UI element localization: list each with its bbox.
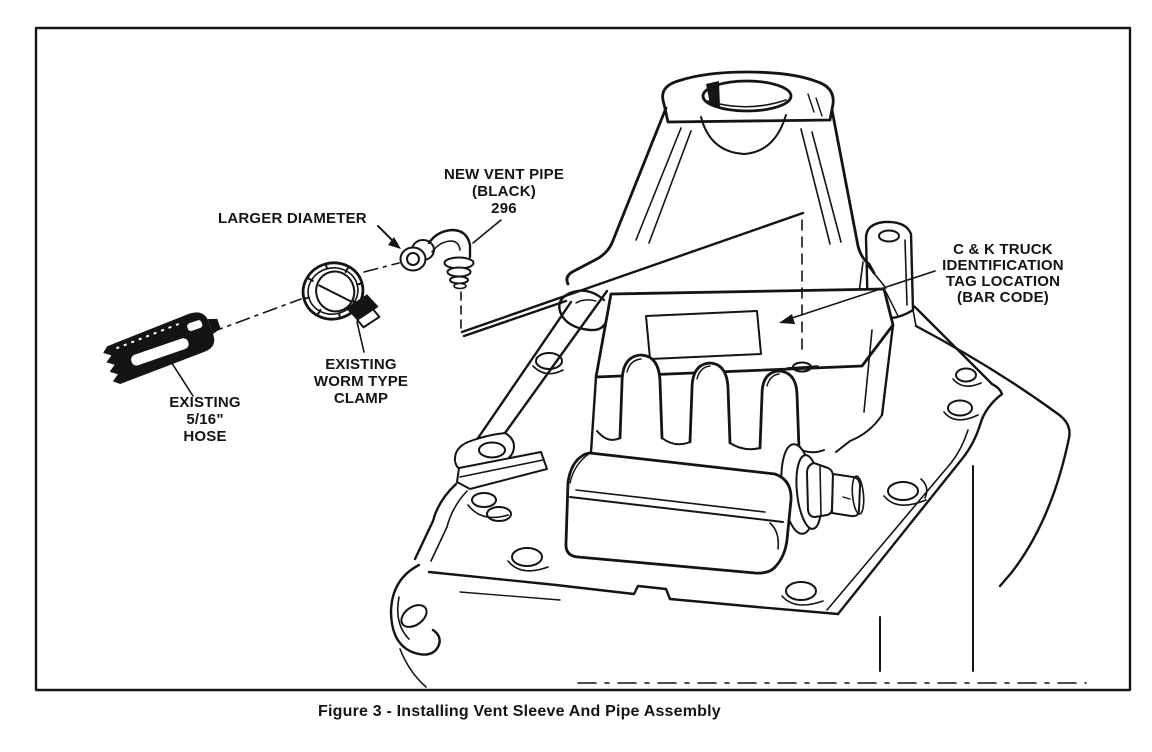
callout-line: EXISTING xyxy=(169,394,241,411)
rib xyxy=(760,371,799,449)
bolt-hole xyxy=(948,401,972,416)
callout-line: LARGER DIAMETER xyxy=(218,210,367,227)
callout-new-vent-pipe xyxy=(429,166,579,217)
bolt-hole xyxy=(472,493,496,507)
callout-line: EXISTING xyxy=(325,356,397,373)
callout-line: (BLACK) xyxy=(472,183,536,200)
bolt-hole xyxy=(512,548,542,566)
callout-line: WORM TYPE xyxy=(313,373,409,390)
bolt-hole xyxy=(786,582,816,600)
leader-new-vent-pipe xyxy=(473,220,501,243)
rib xyxy=(690,363,730,443)
callout-line: 296 xyxy=(491,200,517,217)
bolt-hole xyxy=(888,482,918,500)
figure-caption: Figure 3 - Installing Vent Sleeve And Pipe Assembly xyxy=(318,703,721,720)
callout-line: TAG LOCATION xyxy=(945,273,1061,290)
worm-clamp-drawing xyxy=(297,254,383,341)
callout-line: NEW VENT PIPE xyxy=(443,166,565,183)
callout-line: C & K TRUCK xyxy=(953,241,1053,258)
callout-line: CLAMP xyxy=(333,390,389,407)
callout-worm-clamp xyxy=(296,356,426,407)
callout-line: (BAR CODE) xyxy=(957,289,1049,306)
hose-drawing xyxy=(100,306,227,386)
callout-line: IDENTIFICATION xyxy=(942,257,1064,274)
callout-larger-diameter xyxy=(218,210,367,227)
bolt-hole xyxy=(956,369,976,382)
rib xyxy=(620,355,662,438)
lower-cover-drawing xyxy=(566,453,791,573)
bolt-hole xyxy=(487,507,511,521)
leader-hose xyxy=(168,357,193,396)
vent-pipe-elbow-drawing xyxy=(401,230,474,289)
callout-hose xyxy=(150,394,260,445)
id-tag-plate xyxy=(646,311,761,359)
pipe-flange xyxy=(401,248,426,271)
bolt-hole xyxy=(397,601,430,632)
callout-line: 5/16" xyxy=(186,411,224,428)
rib-housing-drawing xyxy=(591,289,893,452)
callout-id-tag xyxy=(928,242,1078,306)
leader-larger-diameter xyxy=(378,226,393,241)
callout-line: HOSE xyxy=(183,428,227,445)
